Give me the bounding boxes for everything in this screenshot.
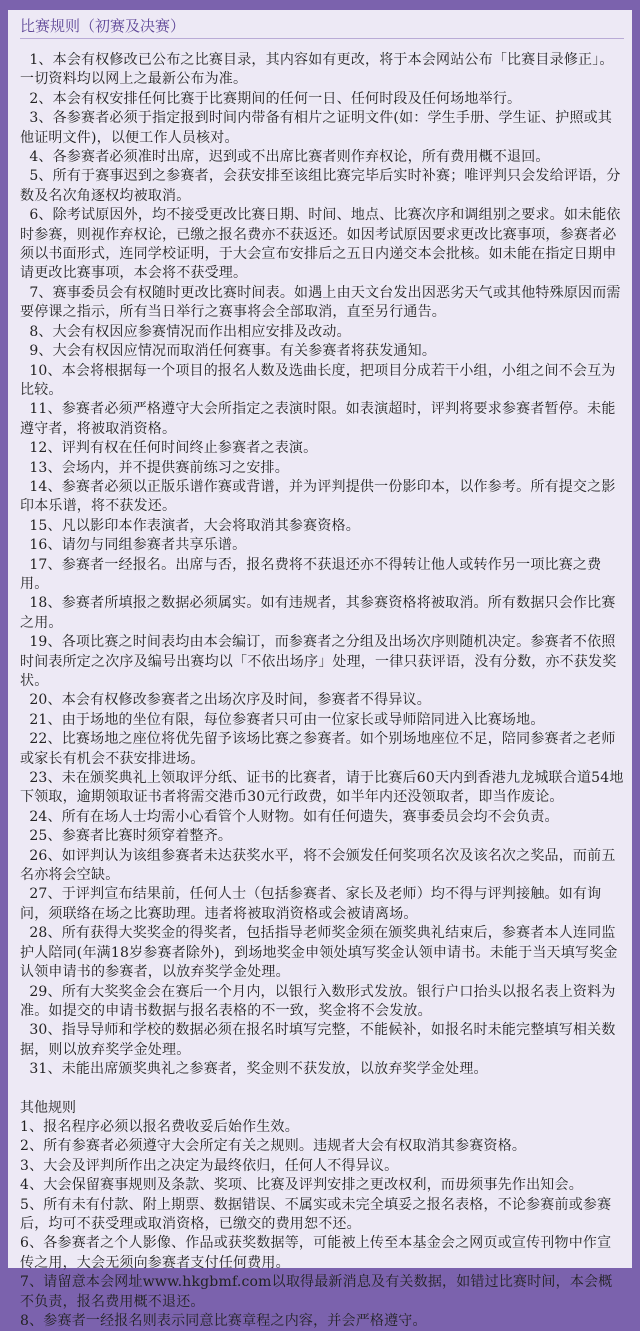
other-rule-item: 7、请留意本会网址www.hkgbmf.com以取得最新消息及有关数据，如错过比赛时间，本会概不负责，报名费用概不退还。 xyxy=(20,1274,613,1310)
rule-item: 9、大会有权因应情况而取消任何赛事。有关参赛者将获发通知。 xyxy=(20,343,437,360)
rules-panel xyxy=(8,10,632,1329)
rule-item: 12、评判有权在任何时间终止参赛者之表演。 xyxy=(20,440,318,457)
other-rules-list xyxy=(20,1118,624,1331)
rule-item: 27、于评判宣布结果前，任何人士（包括参赛者、家长及老师）均不得与评判接触。如有询问，须联络在场之比赛助理。违者将被取消资格或会被请离场。 xyxy=(20,886,602,922)
rule-item: 15、凡以影印本作表演者，大会将取消其参赛资格。 xyxy=(20,517,360,534)
section-heading: 比赛规则（初赛及决赛） xyxy=(20,16,624,39)
rule-item: 1、本会有权修改已公布之比赛目录，其内容如有更改，将于本会网站公布「比赛目录修正」。一切资料均以网上之最新公布为准。 xyxy=(20,52,614,88)
rule-item: 20、本会有权修改参赛者之出场次序及时间，参赛者不得异议。 xyxy=(20,692,431,709)
rule-item: 31、未能出席颁奖典礼之参赛者，奖金则不获发放，以放弃奖学金处理。 xyxy=(20,1061,488,1078)
rule-item: 28、所有获得大奖奖金的得奖者，包括指导老师奖金须在颁奖典礼结束后，参赛者本人连同监护人陪同(年满18岁参赛者除外)，到场地奖金申领处填写奖金认领申请书。未能于当天填写奖金认领申请书的参赛者，以放弃奖学金处理。 xyxy=(20,925,618,981)
other-rule-item: 1、报名程序必须以报名费收妥后始作生效。 xyxy=(20,1118,299,1135)
rule-item: 21、由于场地的坐位有限，每位参赛者只可由一位家长或导师陪同进入比赛场地。 xyxy=(20,711,545,728)
other-rules-heading: 其他规则 xyxy=(20,1099,76,1116)
other-rule-item: 6、各参赛者之个人影像、作品或获奖数据等，可能被上传至本基金会之网页或宣传刊物中作宣传之用，大会无须向参赛者支付任何费用。 xyxy=(20,1235,612,1271)
rule-item: 4、各参赛者必须准时出席，迟到或不出席比赛者则作弃权论，所有费用概不退回。 xyxy=(20,149,550,166)
rule-item: 18、参赛者所填报之数据必须属实。如有违规者，其参赛资格将被取消。所有数据只会作比赛之用。 xyxy=(20,595,616,631)
rule-item: 11、参赛者必须严格遵守大会所指定之表演时限。如表演超时，评判将要求参赛者暂停。未能遵守者，将被取消资格。 xyxy=(20,401,616,437)
rule-item: 16、请勿与同组参赛者共享乐谱。 xyxy=(20,537,247,554)
rule-item: 7、赛事委员会有权随时更改比赛时间表。如遇上由天文台发出因恶劣天气或其他特殊原因而需要停课之指示，所有当日举行之赛事将会全部取消，直至另行通告。 xyxy=(20,284,621,321)
other-rule-item: 2、所有参赛者必须遵守大会所定有关之规则。违规者大会有权取消其参赛资格。 xyxy=(20,1138,527,1155)
rule-item: 3、各参赛者必须于指定报到时间内带备有相片之证明文件(如：学生手册、学生证、护照或其他证明文件)，以便工作人员核对。 xyxy=(20,110,613,146)
other-rule-item: 3、大会及评判所作出之决定为最终依归，任何人不得异议。 xyxy=(20,1157,399,1174)
section-gap xyxy=(20,1080,624,1099)
rule-item: 23、未在颁奖典礼上领取评分纸、证书的比赛者，请于比赛后60天内到香港九龙城联合道54地下领取，逾期领取证书者将需交港币30元行政费，如半年内还没领取者，即当作废论。 xyxy=(20,770,624,806)
rule-item: 17、参赛者一经报名。出席与否，报名费将不获退还亦不得转让他人或转作另一项比赛之费用。 xyxy=(20,556,602,592)
rule-item: 10、本会将根据每一个项目的报名人数及选曲长度，把项目分成若干小组，小组之间不会互为比较。 xyxy=(20,362,616,398)
rule-item: 25、参赛者比赛时须穿着整齐。 xyxy=(20,828,233,845)
competition-rules-list xyxy=(20,51,624,1080)
rule-item: 6、除考试原因外，均不接受更改比赛日期、时间、地点、比赛次序和调组别之要求。如未能依时参赛，则视作弃权论，已缴之报名费亦不获返还。如因考试原因要求更改比赛事项，参赛者必须以书面形式，连同学校证明，于大会宣布安排后之五日内递交本会批核。如未能在指定日期申请更改比赛事项，本会将不获受理。 xyxy=(20,207,621,282)
other-rule-item: 4、大会保留赛事规则及条款、奖项、比赛及评判安排之更改权利，而毋须事先作出知会。 xyxy=(20,1177,583,1194)
rule-item: 13、会场内，并不提供赛前练习之安排。 xyxy=(20,459,289,476)
rule-item: 26、如评判认为该组参赛者未达获奖水平，将不会颁发任何奖项名次及该名次之奖品，而前五名亦将会空缺。 xyxy=(20,847,616,884)
rule-item: 2、本会有权安排任何比赛于比赛期间的任何一日、任何时段及任何场地举行。 xyxy=(20,90,522,107)
rule-item: 29、所有大奖奖金会在赛后一个月内，以银行入数形式发放。银行户口抬头以报名表上资料为准。如提交的申请书数据与报名表格的不一致，奖金将不会发放。 xyxy=(20,983,616,1019)
rule-item: 24、所有在场人士均需小心看管个人财物。如有任何遗失，赛事委员会均不会负责。 xyxy=(20,808,559,825)
rule-item: 8、大会有权因应参赛情况而作出相应安排及改动。 xyxy=(20,323,351,340)
rule-item: 22、比赛场地之座位将优先留予该场比赛之参赛者。如个别场地座位不足，陪同参赛者之老师或家长有机会不获安排进场。 xyxy=(20,731,616,767)
rule-item: 30、指导导师和学校的数据必须在报名时填写完整，不能候补，如报名时未能完整填写相关数据，则以放弃奖学金处理。 xyxy=(20,1022,616,1058)
rule-item: 14、参赛者必须以正版乐谱作赛或背谱，并为评判提供一份影印本，以作参考。所有提交之影印本乐谱，将不获发还。 xyxy=(20,478,616,515)
rule-item: 5、所有于赛事迟到之参赛者，会获安排至该组比赛完毕后实时补赛；唯评判只会发给评语，分数及名次角逐权均被取消。 xyxy=(20,168,621,204)
rule-item: 19、各项比赛之时间表均由本会编订，而参赛者之分组及出场次序则随机决定。参赛者不依照时间表所定之次序及编号出赛均以「不依出场序」处理，一律只获评语，没有分数，亦不获发奖状。 xyxy=(20,634,617,689)
other-rule-item: 5、所有未有付款、附上期票、数据错误、不属实或未完全填妥之报名表格，不论参赛前或参赛后，均可不获受理或取消资格，已缴交的费用恕不还。 xyxy=(20,1196,612,1232)
other-rule-item: 8、参赛者一经报名则表示同意比赛章程之内容，并会严格遵守。 xyxy=(20,1313,427,1329)
